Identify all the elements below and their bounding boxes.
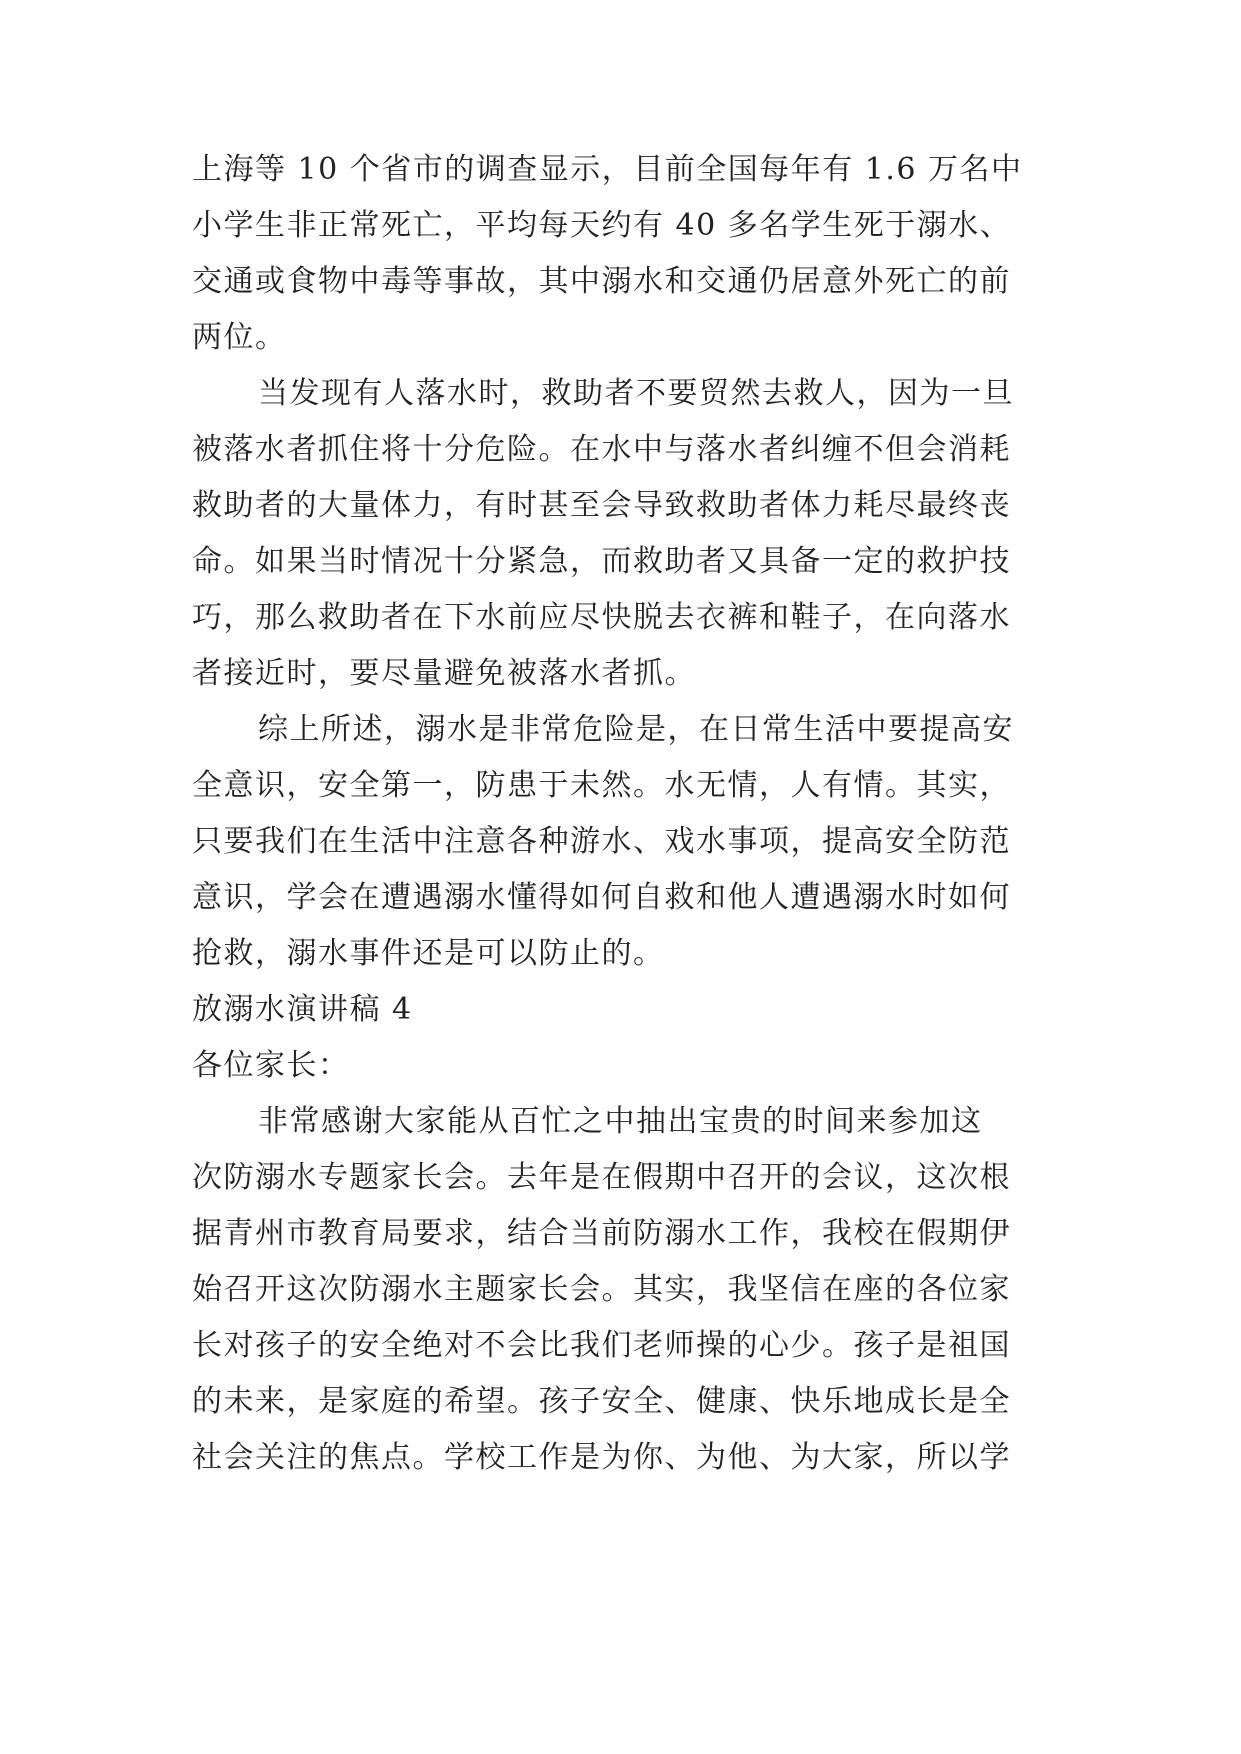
salutation: 各位家长：	[192, 1048, 350, 1083]
text-line: 被落水者抓住将十分危险。在水中与落水者纠缠不但会消耗	[192, 432, 1011, 467]
text-line: 抢救，溺水事件还是可以防止的。	[192, 936, 665, 971]
text-line: 者接近时，要尽量避免被落水者抓。	[192, 656, 696, 691]
text-line: 上海等 10 个省市的调查显示，目前全国每年有 1.6 万名中	[192, 152, 1023, 187]
text-line: 长对孩子的安全绝对不会比我们老师操的心少。孩子是祖国	[192, 1328, 1011, 1363]
text-line: 据青州市教育局要求，结合当前防溺水工作，我校在假期伊	[192, 1216, 1011, 1251]
text-line: 救助者的大量体力，有时甚至会导致救助者体力耗尽最终丧	[192, 488, 1011, 523]
text-line: 两位。	[192, 320, 287, 355]
text-line: 巧，那么救助者在下水前应尽快脱去衣裤和鞋子，在向落水	[192, 600, 1011, 635]
text-line: 命。如果当时情况十分紧急，而救助者又具备一定的救护技	[192, 544, 1011, 579]
text-line: 意识，学会在遭遇溺水懂得如何自救和他人遭遇溺水时如何	[192, 880, 1011, 915]
text-line: 社会关注的焦点。学校工作是为你、为他、为大家，所以学	[192, 1440, 1011, 1475]
text-line: 的未来，是家庭的希望。孩子安全、健康、快乐地成长是全	[192, 1384, 1011, 1419]
text-line: 综上所述，溺水是非常危险是，在日常生活中要提高安	[258, 712, 1014, 747]
text-line: 始召开这次防溺水主题家长会。其实，我坚信在座的各位家	[192, 1272, 1011, 1307]
text-line: 全意识，安全第一，防患于未然。水无情，人有情。其实，	[192, 768, 1011, 803]
text-line: 只要我们在生活中注意各种游水、戏水事项，提高安全防范	[192, 824, 1011, 859]
text-line: 次防溺水专题家长会。去年是在假期中召开的会议，这次根	[192, 1160, 1011, 1195]
text-line: 交通或食物中毒等事故，其中溺水和交通仍居意外死亡的前	[192, 264, 1011, 299]
section-title: 放溺水演讲稿 4	[192, 992, 413, 1027]
text-line: 小学生非正常死亡，平均每天约有 40 多名学生死于溺水、	[192, 208, 1012, 243]
text-line: 非常感谢大家能从百忙之中抽出宝贵的时间来参加这	[258, 1104, 983, 1139]
text-line: 当发现有人落水时，救助者不要贸然去救人，因为一旦	[258, 376, 1014, 411]
